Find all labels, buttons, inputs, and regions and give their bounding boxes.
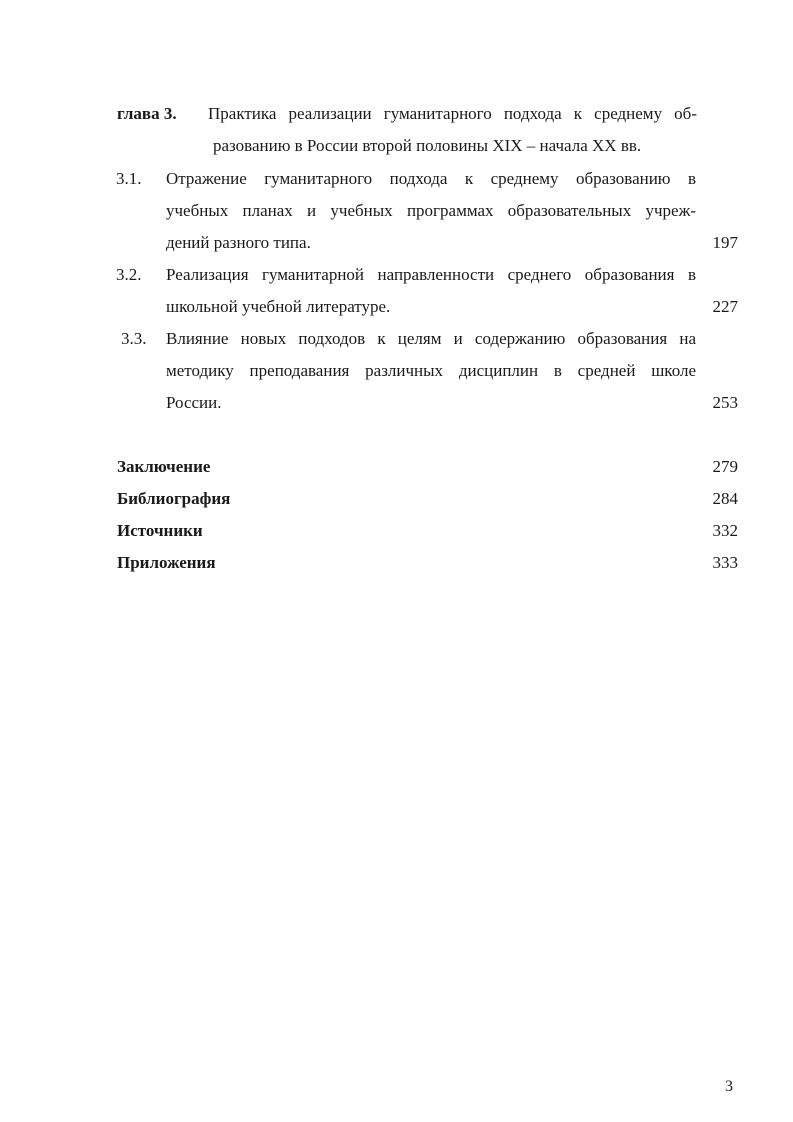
- section-text-line: Реализация гуманитарной направленности среднего образования в: [166, 265, 696, 284]
- section-number: 3.1.: [116, 169, 142, 188]
- section-number: 3.3.: [121, 329, 147, 348]
- section-number: 3.2.: [116, 265, 142, 284]
- section-text-line: дений разного типа.: [166, 233, 311, 252]
- chapter-title-line-1: Практика реализации гуманитарного подхода к среднему об-: [208, 104, 697, 123]
- section-text-line: учебных планах и учебных программах образовательных учреж-: [166, 201, 696, 220]
- toc-page-number: 253: [712, 393, 738, 412]
- toc-page-number: 333: [712, 553, 738, 572]
- toc-page-number: 284: [712, 489, 738, 508]
- section-text-line: школьной учебной литературе.: [166, 297, 391, 316]
- section-text-line: России.: [166, 393, 222, 412]
- section-text-line: Влияние новых подходов к целям и содержанию образования на: [166, 329, 696, 348]
- toc-entry-bibliography: Библиография: [117, 489, 231, 508]
- chapter-title-line-2: разованию в России второй половины XIX – начала XX вв.: [213, 136, 642, 155]
- toc-page-number: 197: [712, 233, 738, 252]
- toc-page-number: 279: [712, 457, 738, 476]
- toc-entry-sources: Источники: [117, 521, 203, 540]
- toc-page-number: 332: [712, 521, 738, 540]
- toc-entry-appendices: Приложения: [117, 553, 216, 572]
- chapter-label: глава 3.: [117, 104, 177, 123]
- toc-entry-conclusion: Заключение: [117, 457, 211, 476]
- page-number: 3: [725, 1078, 733, 1095]
- section-text-line: методику преподавания различных дисциплин в средней школе: [166, 361, 696, 380]
- toc-page-number: 227: [712, 297, 738, 316]
- section-text-line: Отражение гуманитарного подхода к среднему образованию в: [166, 169, 696, 188]
